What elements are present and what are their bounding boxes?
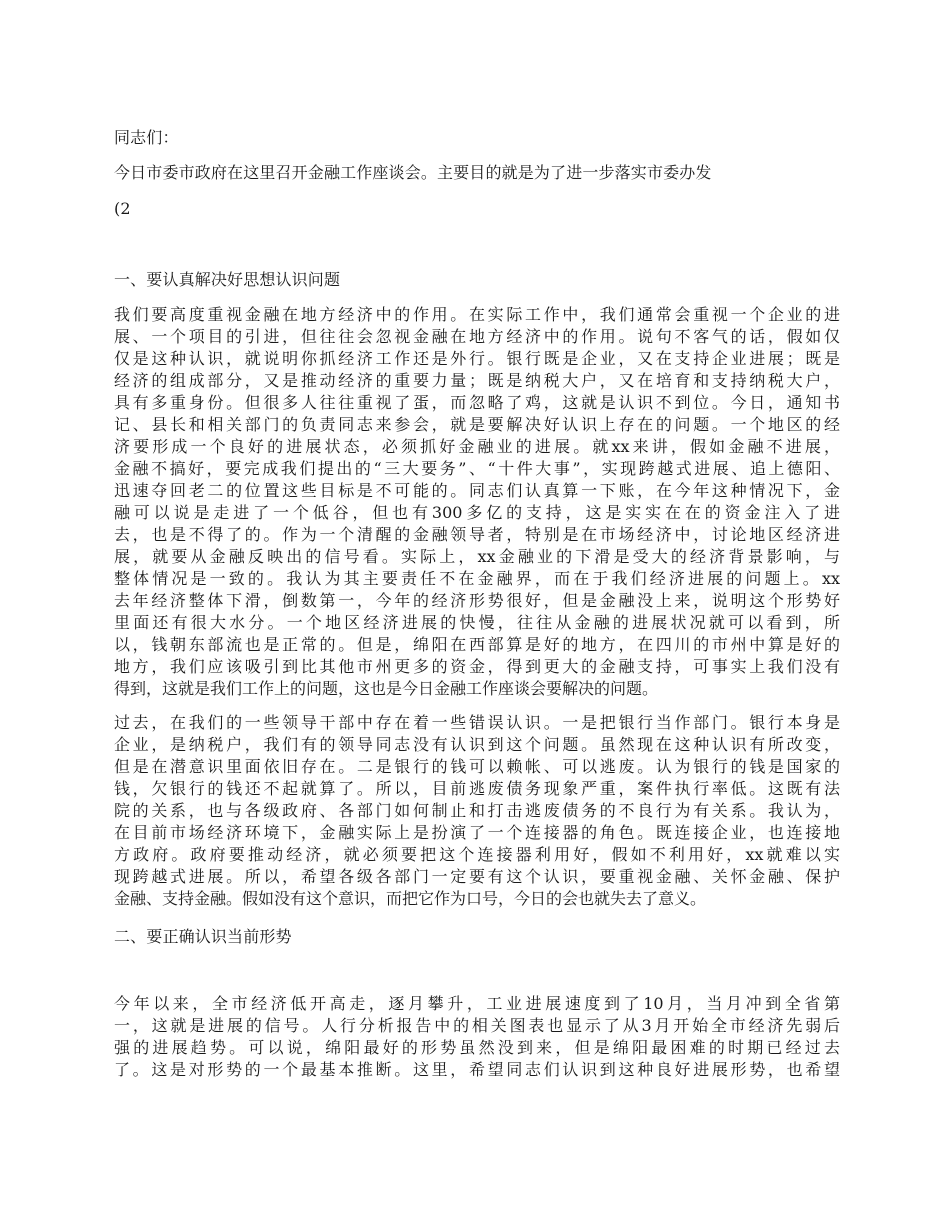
text-line: 方政府。政府要推动经济，就必须要把这个连接器利用好，假如不利用好，xx就难以实: [114, 845, 840, 864]
text-line: 融可以说是走进了一个低谷，但也有300多亿的支持，这是实实在在的资金注入了进: [114, 503, 840, 522]
text-line: 强的进展趋势。可以说，绵阳最好的形势虽然没到来，但是绵阳最困难的时期已经过去: [114, 1038, 840, 1057]
text-line: 具有多重身份。但很多人往往重视了蛋，而忽略了鸡，这就是认识不到位。今日，通知书: [114, 393, 840, 412]
text-line: 过去，在我们的一些领导干部中存在着一些错误认识。一是把银行当作部门。银行本身是: [114, 713, 840, 732]
text-line: 金融、支持金融。假如没有这个意识，而把它作为口号，今日的会也就失去了意义。: [114, 889, 707, 908]
text-line: 一，这就是进展的信号。人行分析报告中的相关图表也显示了从3月开始全市经济先弱后: [114, 1016, 840, 1035]
text-line: 在目前市场经济环境下，金融实际上是扮演了一个连接器的角色。既连接企业，也连接地: [114, 823, 840, 842]
text-line: 企业，是纳税户，我们有的领导同志没有认识到这个问题。虽然现在这种认识有所改变，: [114, 735, 840, 754]
section2-paragraph-1: [114, 993, 840, 1081]
text-line: 展、一个项目的引进，但往往会忽视金融在地方经济中的作用。说句不客气的话，假如仅: [114, 327, 840, 346]
intro-paragraph: 今日市委市政府在这里召开金融工作座谈会。主要目的就是为了进一步落实市委办发: [114, 163, 712, 182]
section1-paragraph-2: [114, 712, 840, 910]
text-line: 地方，我们应该吸引到比其他市州更多的资金，得到更大的金融支持，可事实上我们没有: [114, 657, 840, 676]
intro-fragment: (2: [114, 199, 131, 218]
greeting: 同志们：: [114, 128, 179, 147]
text-line: 迅速夺回老二的位置这些目标是不可能的。同志们认真算一下账，在今年这种情况下，金: [114, 481, 840, 500]
section-heading-2: 二、要正确认识当前形势: [114, 927, 292, 946]
text-line: 展，就要从金融反映出的信号看。实际上，xx金融业的下滑是受大的经济背景影响，与: [114, 547, 840, 566]
section1-paragraph-1: [114, 304, 840, 700]
text-line: 院的关系，也与各级政府、各部门如何制止和打击逃废债务的不良行为有关系。我认为，: [114, 801, 840, 820]
text-line: 仅是这种认识，就说明你抓经济工作还是外行。银行既是企业，又在支持企业进展；既是: [114, 349, 840, 368]
text-line: 济要形成一个良好的进展状态，必须抓好金融业的进展。就xx来讲，假如金融不进展，: [114, 437, 840, 456]
text-line: 但是在潜意识里面依旧存在。二是银行的钱可以赖帐、可以逃废。认为银行的钱是国家的: [114, 757, 840, 776]
text-line: 去，也是不得了的。作为一个清醒的金融领导者，特别是在市场经济中，讨论地区经济进: [114, 525, 840, 544]
text-line: 记、县长和相关部门的负责同志来参会，就是要解决好认识上存在的问题。一个地区的经: [114, 415, 840, 434]
text-line: 了。这是对形势的一个最基本推断。这里，希望同志们认识到这种良好进展形势，也希望: [114, 1060, 840, 1079]
text-line: 得到，这就是我们工作上的问题，这也是今日金融工作座谈会要解决的问题。: [114, 679, 659, 698]
text-line: 去年经济整体下滑，倒数第一，今年的经济形势很好，但是金融没上来，说明这个形势好: [114, 591, 840, 610]
text-line: 经济的组成部分，又是推动经济的重要力量；既是纳税大户，又在培育和支持纳税大户，: [114, 371, 840, 390]
text-line: 以，钱朝东部流也是正常的。但是，绵阳在西部算是好的地方，在四川的市州中算是好的: [114, 635, 840, 654]
text-line: 金融不搞好，要完成我们提出的“三大要务”、“十件大事”，实现跨越式进展、追上德阳、: [114, 459, 840, 478]
section-heading-1: 一、要认真解决好思想认识问题: [114, 270, 341, 289]
text-line: 整体情况是一致的。我认为其主要责任不在金融界，而在于我们经济进展的问题上。xx: [114, 569, 840, 588]
text-line: 钱，欠银行的钱还不起就算了。所以，目前逃废债务现象严重，案件执行率低。这既有法: [114, 779, 840, 798]
text-line: 里面还有很大水分。一个地区经济进展的快慢，往往从金融的进展状况就可以看到，所: [114, 613, 840, 632]
text-line: 现跨越式进展。所以，希望各级各部门一定要有这个认识，要重视金融、关怀金融、保护: [114, 867, 840, 886]
text-line: 今年以来，全市经济低开高走，逐月攀升，工业进展速度到了10月，当月冲到全省第: [114, 994, 840, 1013]
text-line: 我们要高度重视金融在地方经济中的作用。在实际工作中，我们通常会重视一个企业的进: [114, 305, 840, 324]
